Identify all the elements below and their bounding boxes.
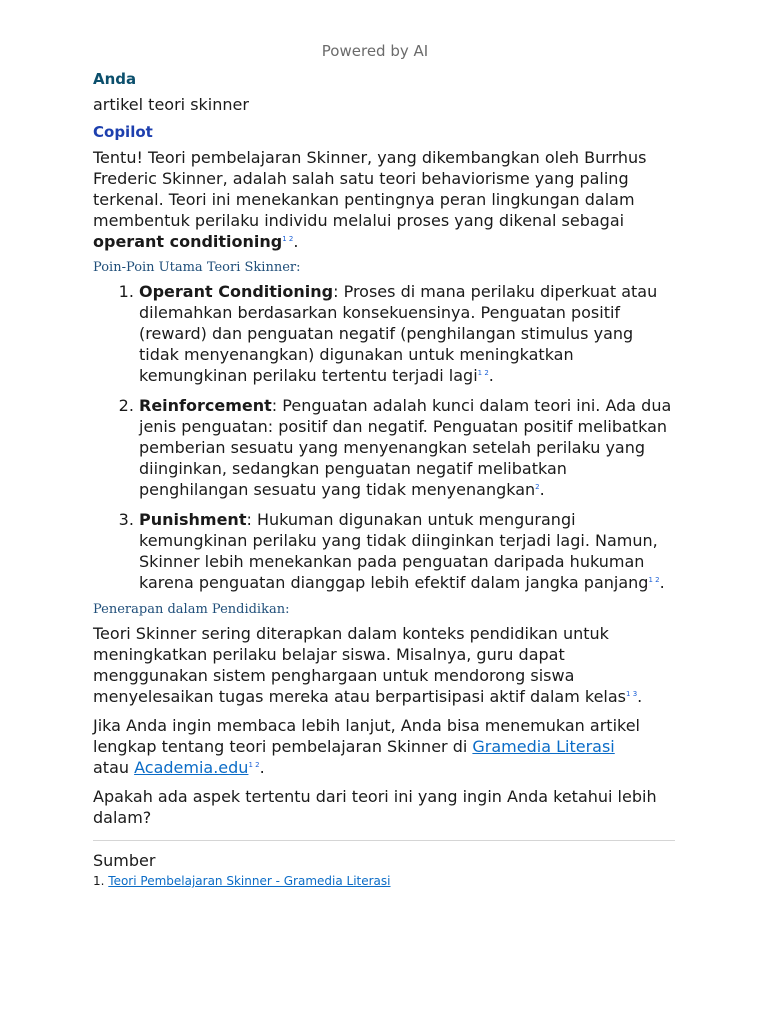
further-end: . [259, 758, 265, 777]
powered-by-label: Powered by AI [321, 42, 429, 60]
citation-ref[interactable]: 2 [535, 483, 540, 491]
key-points-list [93, 281, 675, 593]
academia-edu-link[interactable]: Academia.edu [134, 758, 249, 777]
education-paragraph [93, 623, 675, 707]
citation-ref[interactable]: 1 3 [626, 690, 638, 698]
list-item [139, 281, 675, 386]
education-text: Teori Skinner sering diterapkan dalam konteks pendidikan untuk meningkatkan perilaku belajar siswa. Misalnya, guru dapat menggunakan sistem penghargaan untuk mendorong siswa menyelesaikan tugas mereka atau berpartisipasi aktif dalam kelas [93, 624, 627, 706]
point-end: . [488, 366, 494, 385]
intro-end: . [293, 232, 299, 251]
gramedia-literasi-link[interactable]: Gramedia Literasi [472, 737, 615, 756]
further-reading-paragraph [93, 715, 675, 778]
user-speaker-label: Anda [93, 70, 137, 88]
further-text-middle: atau [93, 758, 135, 777]
point-text: : Penguatan adalah kunci dalam teori ini. Ada dua jenis penguatan: positif dan negatif. Penguatan positif melibatkan pemberian sesuatu yang menyenangkan setelah perilaku yang diinginkan, sedangkan penguatan negatif melibatkan penghilangan sesuatu yang tidak menyenangkan [139, 396, 672, 499]
assistant-speaker-label: Copilot [93, 123, 153, 141]
point-term: Reinforcement [139, 396, 272, 415]
source-item [93, 874, 675, 888]
points-heading: Poin-Poin Utama Teori Skinner: [93, 260, 301, 275]
sources-title: Sumber [93, 851, 156, 870]
citation-ref[interactable]: 1 2 [648, 576, 660, 584]
intro-text: Tentu! Teori pembelajaran Skinner, yang dikembangkan oleh Burrhus Frederic Skinner, adalah salah satu teori behaviorisme yang paling terkenal. Teori ini menekankan pentingnya peran lingkungan dalam membentuk perilaku individu melalui proses yang dikenal sebagai [93, 148, 647, 230]
citation-ref[interactable]: 1 2 [248, 761, 260, 769]
intro-bold-term: operant conditioning [93, 232, 283, 251]
point-end: . [659, 573, 665, 592]
education-end: . [637, 687, 643, 706]
sources-divider [93, 840, 675, 841]
education-heading: Penerapan dalam Pendidikan: [93, 602, 290, 617]
assistant-intro-paragraph [93, 147, 675, 252]
point-term: Punishment [139, 510, 247, 529]
citation-ref[interactable]: 1 2 [282, 235, 294, 243]
point-text: : Hukuman digunakan untuk mengurangi kemungkinan perilaku yang tidak diinginkan terjadi lagi. Namun, Skinner lebih menekankan pada penguatan daripada hukuman karena penguatan dianggap lebih efektif dalam jangka panjang [139, 510, 658, 592]
list-item [139, 509, 675, 593]
further-text-before: Jika Anda ingin membaca lebih lanjut, Anda bisa menemukan artikel lengkap tentang teori pembelajaran Skinner di [93, 716, 640, 756]
chat-transcript [93, 38, 675, 888]
closing-question: Apakah ada aspek tertentu dari teori ini yang ingin Anda ketahui lebih dalam? [93, 787, 657, 827]
point-term: Operant Conditioning [139, 282, 334, 301]
citation-ref[interactable]: 1 2 [477, 369, 489, 377]
point-end: . [539, 480, 545, 499]
list-item [139, 395, 675, 500]
user-message: artikel teori skinner [93, 95, 249, 114]
point-text: : Proses di mana perilaku diperkuat atau dilemahkan berdasarkan konsekuensinya. Penguatan positif (reward) dan penguatan negatif (penghilangan stimulus yang tidak menyenangkan) digunakan untuk meningkatkan kemungkinan perilaku tertentu terjadi lagi [139, 282, 658, 385]
source-number: 1. [93, 874, 105, 888]
source-link[interactable]: Teori Pembelajaran Skinner - Gramedia Literasi [108, 874, 391, 888]
